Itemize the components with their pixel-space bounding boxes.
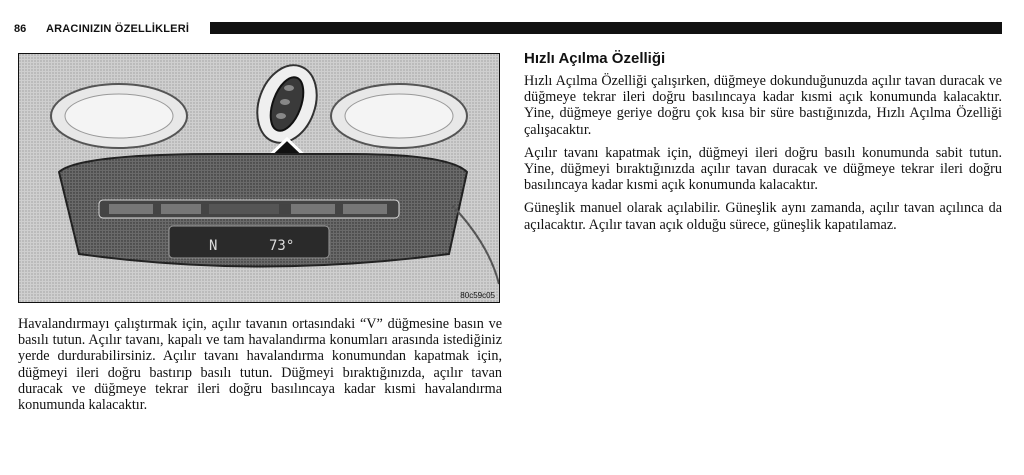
- right-paragraph-3: Güneşlik manuel olarak açılabilir. Güneşlik aynı zamanda, açılır tavan açılınca da açılacaktır. Açılır tavan açık olduğu sürece, güneşlik kapatılamaz.: [524, 200, 1002, 233]
- section-title: ARACINIZIN ÖZELLİKLERİ: [46, 23, 190, 35]
- display-temperature: 73°: [269, 238, 295, 254]
- console-display: [169, 226, 329, 258]
- left-column: [18, 316, 502, 413]
- overhead-console-illustration: [19, 54, 499, 302]
- figure-code: 80c59c05: [460, 291, 495, 300]
- heading-quick-open: Hızlı Açılma Özelliği: [524, 50, 666, 67]
- right-column: [524, 50, 1002, 240]
- overhead-console-figure: [18, 53, 500, 303]
- display-compass: N: [209, 238, 218, 254]
- right-paragraph-2: Açılır tavanı kapatmak için, düğmeyi ileri doğru basılı konumunda sabit tutun. Yine, düğmeyi bıraktığınızda açılır tavan duracak ve düğmeye tekrar ileri doğru basılıncaya kadar kısmi açık konumunda kalacaktır.: [524, 144, 1002, 194]
- header-rule: [210, 22, 1002, 34]
- right-paragraph-1: Hızlı Açılma Özelliği çalışırken, düğmeye dokunduğunuzda açılır tavan duracak ve düğmeye tekrar ileri doğru basılıncaya kadar kısmi açık konumunda kalacaktır. Yine, düğmeye geriye doğru çok kısa bir süre bastığınızda, Hızlı Açılma Özelliği çalışacaktır.: [524, 73, 1002, 138]
- page-number: 86: [14, 23, 27, 35]
- page-header: [14, 22, 1004, 40]
- left-paragraph: Havalandırmayı çalıştırmak için, açılır tavanın ortasındaki “V” düğmesine basın ve basılı tutun. Açılır tavanı, kapalı ve tam havalandırma konumları arasında istediğiniz yerde durdurabilirsiniz. Açılır tavanı havalandırma konumundan kapatmak için, düğmeyi ileri doğru bastırıp basılı tutun. Düğmeyi bıraktığınızda, açılır tavan duracak ve düğmeye tekrar ileri doğru basılıncaya kadar kısmi havalandırma konumunda kalacaktır.: [18, 316, 502, 414]
